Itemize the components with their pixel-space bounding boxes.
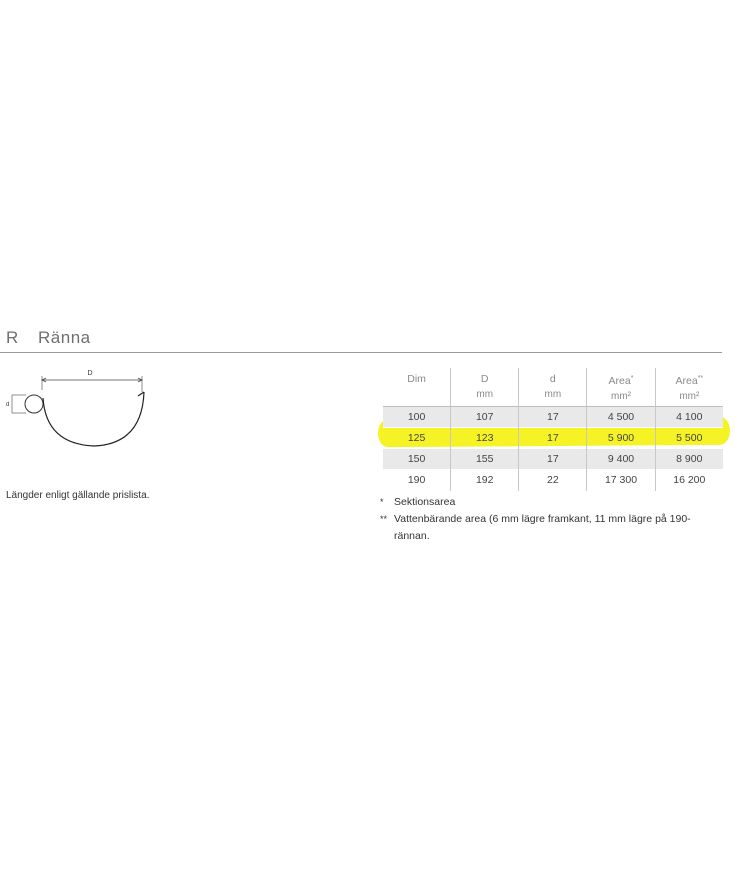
- cell: 4 500: [587, 407, 655, 428]
- cell: 16 200: [655, 470, 723, 491]
- cell: 150: [383, 449, 451, 470]
- length-note: Längder enligt gällande prislista.: [6, 490, 150, 501]
- dimension-table: [383, 368, 723, 491]
- cell: 5 500: [655, 428, 723, 449]
- footnote-mark: **: [380, 514, 388, 524]
- cell: 17: [519, 407, 587, 428]
- table-header-row: [383, 368, 723, 407]
- section-title: Ränna: [38, 328, 91, 347]
- cell: 123: [451, 428, 519, 449]
- cell: 125: [407, 432, 426, 444]
- cell: 5 900: [587, 428, 655, 449]
- table-row: [383, 470, 723, 491]
- heading-divider: [0, 352, 722, 353]
- footnote: [380, 494, 714, 511]
- cell: 155: [451, 449, 519, 470]
- cell: 100: [383, 407, 451, 428]
- cell: 192: [451, 470, 519, 491]
- header-area-section: Area* mm²: [587, 368, 655, 407]
- cell: 190: [407, 474, 426, 486]
- header-dim: Dim: [407, 373, 426, 385]
- footnote: [380, 511, 714, 545]
- header-area-water: Area** mm²: [655, 368, 723, 407]
- cell: 22: [519, 470, 587, 491]
- cell: 17 300: [587, 470, 655, 491]
- footnote-mark: *: [380, 497, 384, 507]
- table-row: [383, 449, 723, 470]
- label-d: d: [6, 402, 10, 408]
- cell: 8 900: [655, 449, 723, 470]
- gutter-body: [43, 392, 144, 446]
- cell: 17: [519, 428, 587, 449]
- label-D: D: [87, 370, 93, 377]
- footnotes: [380, 494, 714, 545]
- cell: 107: [451, 407, 519, 428]
- gutter-profile-diagram: [2, 362, 162, 462]
- cell: 4 100: [655, 407, 723, 428]
- footnote-text: Sektionsarea: [394, 496, 456, 508]
- header-d: d mm: [519, 368, 587, 407]
- cell: 9 400: [587, 449, 655, 470]
- cell: 17: [519, 449, 587, 470]
- footnote-text: Vattenbärande area (6 mm lägre framkant, 11 mm lägre på 190-rännan.: [394, 513, 691, 542]
- table-row: [383, 407, 723, 428]
- header-D: D mm: [451, 368, 519, 407]
- section-code: R: [6, 328, 19, 347]
- section-heading: [6, 328, 91, 348]
- table-row-highlighted: [383, 428, 723, 449]
